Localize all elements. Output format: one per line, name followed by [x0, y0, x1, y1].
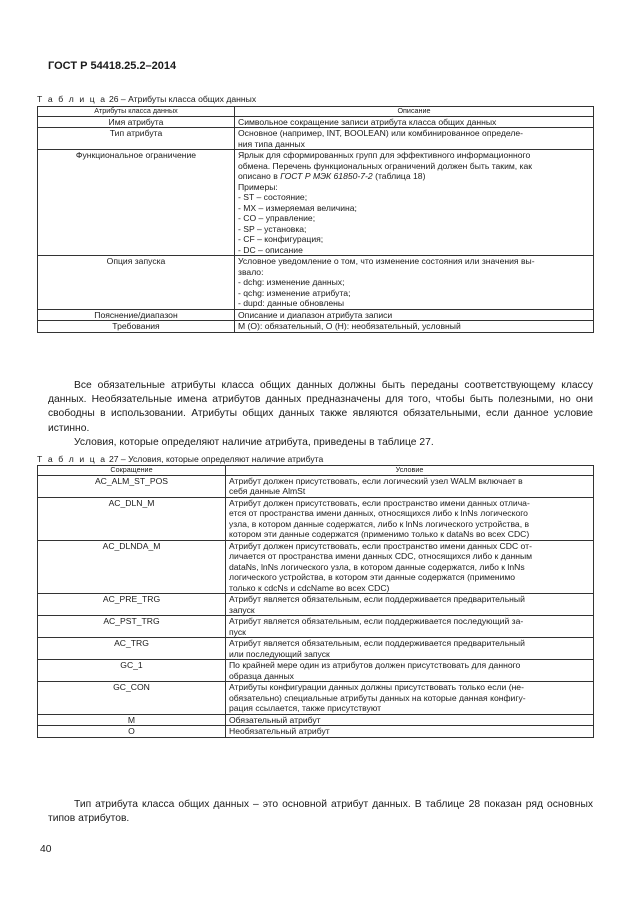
cell-description — [226, 714, 594, 726]
description-line: рация ссылается, также присутствуют — [229, 703, 382, 713]
table-27-caption-text: 27 – Условия, которые определяют наличие атрибута — [106, 454, 324, 464]
cell-name: AC_PRE_TRG — [38, 594, 226, 616]
cell-name: AC_PST_TRG — [38, 616, 226, 638]
description-line: Атрибут должен присутствовать, если пространство имени данных CDC от- — [229, 540, 532, 551]
cell-name: Тип атрибута — [38, 128, 235, 150]
page-number: 40 — [40, 844, 52, 855]
table-row — [38, 616, 594, 638]
description-line: Основное (например, INT, BOOLEAN) или комбинированное определе- — [238, 128, 524, 138]
document-header: ГОСТ Р 54418.25.2–2014 — [48, 60, 177, 72]
table-26-caption-prefix: Т а б л и ц а — [37, 94, 107, 104]
description-line: - qchg: изменение атрибута; — [238, 287, 351, 298]
cell-description — [235, 128, 594, 150]
table-row — [38, 309, 594, 321]
cell-description — [226, 726, 594, 738]
description-line: - CO – управление; — [238, 213, 316, 223]
description-line: Описание и диапазон атрибута записи — [238, 309, 393, 320]
description-line: - dchg: изменение данных; — [238, 277, 345, 287]
description-line: личается от пространства имени данных CDC, относящихся либо к данным — [229, 551, 533, 561]
cell-name: M — [38, 714, 226, 726]
table-row — [38, 128, 594, 150]
description-line: Обязательный атрибут — [229, 714, 321, 725]
table-row — [38, 594, 594, 616]
cell-name: O — [38, 726, 226, 738]
cell-description — [235, 150, 594, 256]
table-row — [38, 150, 594, 256]
description-line: - MX – измеряемая величина; — [238, 202, 357, 213]
column-header-condition: Условие — [226, 466, 594, 476]
description-line: котором эти данные содержатся (применимо только к dataNs во всех CDC) — [229, 529, 530, 539]
cell-name: AC_DLNDA_M — [38, 540, 226, 594]
description-line: Атрибут должен присутствовать, если пространство имени данных отлича- — [229, 497, 530, 508]
column-header-description: Описание — [235, 107, 594, 117]
description-line: ется от пространства имени данных, относящихся либо к lnNs логического — [229, 508, 528, 518]
table-row — [38, 256, 594, 310]
column-header-abbreviation: Сокращение — [38, 466, 226, 476]
table-26 — [37, 106, 594, 333]
table-row — [38, 726, 594, 738]
cell-description — [235, 116, 594, 128]
table-row — [38, 475, 594, 497]
cell-description — [226, 540, 594, 594]
description-line: - DC – описание — [238, 244, 303, 255]
description-line: - SP – установка; — [238, 223, 307, 234]
description-line: ния типа данных — [238, 138, 305, 149]
description-line: По крайней мере один из атрибутов должен присутствовать для данного — [229, 660, 521, 670]
description-line: обязательно) специальные атрибуты данных на которые данная конфигу- — [229, 692, 526, 703]
table-row — [38, 660, 594, 682]
description-line: dataNs, lnNs логического узла, в котором данные содержатся, либо к lnNs — [229, 561, 525, 572]
description-line: звало: — [238, 266, 264, 277]
description-line: только к cdcNs и cdcName во всех CDC) — [229, 582, 390, 593]
paragraph-attribute-type: Тип атрибута класса общих данных – это основной атрибут данных. В таблице 28 показан ряд основных типов атрибутов. — [48, 799, 593, 825]
table-row — [38, 682, 594, 715]
cell-description — [226, 497, 594, 540]
cell-name: GC_CON — [38, 682, 226, 715]
description-line: Условное уведомление о том, что изменение состояния или значения вы- — [238, 256, 535, 266]
description-line: - dupd: данные обновлены — [238, 298, 345, 308]
description-line: Атрибут является обязательным, если поддерживается последующий за- — [229, 616, 524, 626]
cell-description — [226, 594, 594, 616]
table-header-row — [38, 107, 594, 117]
cell-name: Имя атрибута — [38, 116, 235, 128]
cell-description — [226, 475, 594, 497]
description-line: образца данных — [229, 670, 294, 681]
paragraph-conditions-ref: Условия, которые определяют наличие атрибута, приведены в таблице 27. — [74, 437, 434, 448]
cell-description — [235, 256, 594, 310]
reference-suffix: (таблица 18) — [372, 171, 426, 181]
cell-description — [226, 682, 594, 715]
description-line: себя данные AlmSt — [229, 486, 306, 496]
description-line: запуск — [229, 604, 255, 615]
table-header-row — [38, 466, 594, 476]
table-27 — [37, 465, 594, 738]
table-row — [38, 714, 594, 726]
description-line: Атрибут является обязательным, если поддерживается предварительный — [229, 638, 525, 648]
cell-name: Пояснение/диапазон — [38, 309, 235, 321]
cell-description — [235, 309, 594, 321]
description-line: Ярлык для сформированных групп для эффективного информационного — [238, 150, 531, 160]
cell-name: Функциональное ограничение — [38, 150, 235, 256]
table-26-caption-text: 26 – Атрибуты класса общих данных — [106, 94, 257, 104]
table-27-caption — [37, 454, 323, 464]
description-line: - CF – конфигурация; — [238, 234, 324, 244]
cell-name: GC_1 — [38, 660, 226, 682]
description-line: Атрибут является обязательным, если поддерживается предварительный — [229, 594, 525, 604]
reference-prefix: описано в — [238, 171, 281, 181]
description-line: логического устройства, в котором эти данные содержатся (применимо — [229, 572, 516, 582]
table-26-caption — [37, 94, 256, 104]
cell-description — [226, 616, 594, 638]
table-27-caption-prefix: Т а б л и ц а — [37, 454, 107, 464]
standard-reference: ГОСТ Р МЭК 61850-7-2 — [280, 171, 373, 181]
cell-description — [235, 321, 594, 333]
table-row — [38, 638, 594, 660]
table-row — [38, 116, 594, 128]
table-row — [38, 321, 594, 333]
description-line: Символьное сокращение записи атрибута класса общих данных — [238, 116, 497, 127]
cell-name: AC_DLN_M — [38, 497, 226, 540]
table-row — [38, 540, 594, 594]
description-line: или последующий запуск — [229, 648, 330, 659]
description-line: узла, в котором данные содержатся, либо к lnNs логического устройства, в — [229, 518, 530, 529]
cell-name: Опция запуска — [38, 256, 235, 310]
cell-description — [226, 660, 594, 682]
column-header-attributes: Атрибуты класса данных — [38, 107, 235, 117]
description-line: Необязательный атрибут — [229, 726, 330, 736]
description-line: M (O): обязательный, O (H): необязательный, условный — [238, 321, 461, 331]
description-line: - ST – состояние; — [238, 192, 308, 202]
cell-name: AC_TRG — [38, 638, 226, 660]
description-line-reference — [238, 171, 590, 182]
description-line: Атрибуты конфигурации данных должны присутствовать только если (не- — [229, 682, 524, 692]
description-line: Примеры: — [238, 181, 278, 192]
cell-description — [226, 638, 594, 660]
cell-name: AC_ALM_ST_POS — [38, 475, 226, 497]
description-line: обмена. Перечень функциональных ограничений должен быть таким, как — [238, 160, 533, 171]
paragraph-attributes-required: Все обязательные атрибуты класса общих данных должны быть переданы соответствующему классу данных. Необязательные имена атрибутов данных предназначены для того, чтобы быть полезными, но они свободны в использовании. Атрибуты общих данных также являются обязательными, если данное условие истинно. — [48, 380, 593, 434]
cell-name: Требования — [38, 321, 235, 333]
description-line: пуск — [229, 626, 246, 637]
description-line: Атрибут должен присутствовать, если логический узел WALM включает в — [229, 475, 523, 486]
table-row — [38, 497, 594, 540]
